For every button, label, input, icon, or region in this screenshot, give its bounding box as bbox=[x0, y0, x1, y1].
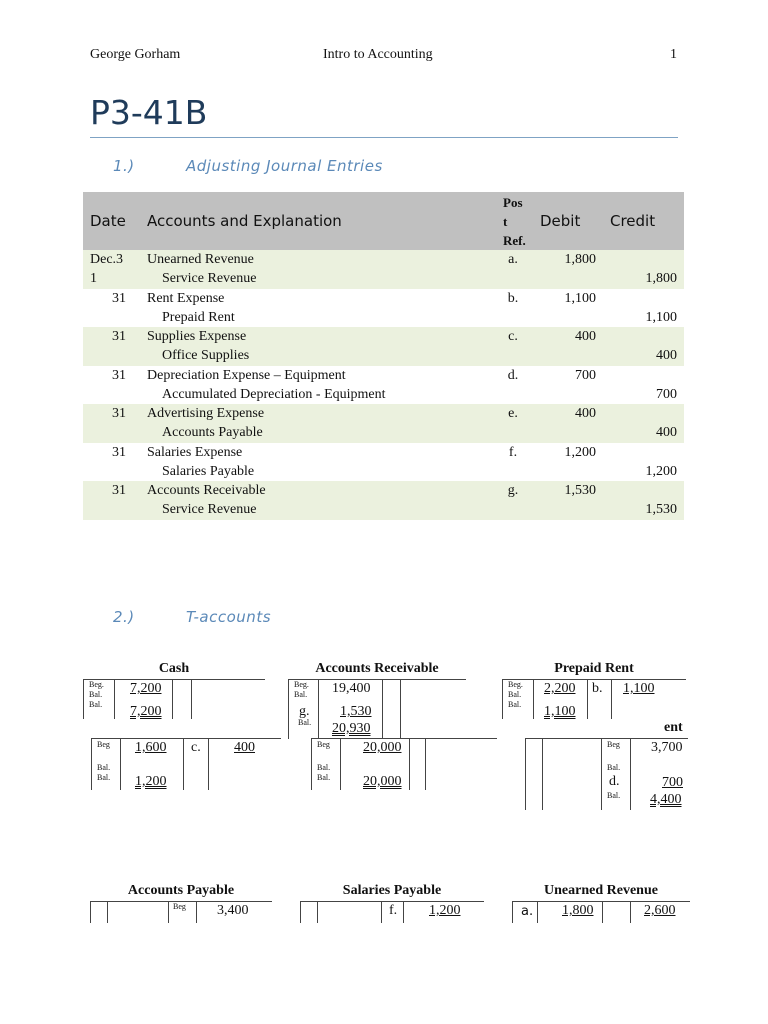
t-account-office-supplies bbox=[91, 738, 281, 794]
row-credit: 1,100 bbox=[645, 309, 677, 325]
row-debit: 1,800 bbox=[533, 250, 603, 269]
row-account: Accumulated Depreciation - Equipment bbox=[162, 386, 386, 402]
table-row bbox=[83, 404, 684, 423]
title-divider bbox=[90, 137, 678, 138]
supplies-c-value: 400 bbox=[234, 740, 255, 755]
t-account-divider bbox=[382, 679, 383, 739]
t-account-accum-title-fragment: ent bbox=[664, 720, 683, 735]
t-account-cash-title: Cash bbox=[158, 661, 190, 676]
t-account-top-line bbox=[300, 901, 484, 902]
t-account-divider bbox=[602, 901, 603, 923]
equipment-ending-bal-label: Bal. bbox=[317, 773, 331, 782]
table-row bbox=[83, 327, 684, 346]
row-debit bbox=[533, 462, 603, 481]
cash-beg-label: Beg. bbox=[89, 680, 104, 689]
row-account: Salaries Expense bbox=[147, 444, 243, 460]
t-account-accumulated-depreciation bbox=[525, 720, 688, 812]
t-account-divider bbox=[381, 901, 382, 923]
col-header-date: Date bbox=[83, 192, 140, 250]
prepaid-b-value: 1,100 bbox=[623, 681, 655, 696]
equipment-beg-label: Beg bbox=[317, 740, 330, 749]
t-account-salaries-payable bbox=[300, 883, 484, 923]
prepaid-b-ref: b. bbox=[592, 681, 603, 696]
row-credit bbox=[603, 327, 684, 346]
row-account: Salaries Payable bbox=[162, 463, 255, 479]
row-debit: 1,530 bbox=[533, 481, 603, 500]
row-credit: 400 bbox=[603, 423, 684, 442]
row-account: Depreciation Expense – Equipment bbox=[147, 367, 346, 383]
table-row bbox=[83, 462, 684, 481]
section2-label: T-accounts bbox=[186, 608, 272, 626]
col-header-accounts: Accounts and Explanation bbox=[140, 192, 493, 250]
col-header-debit: Debit bbox=[533, 192, 603, 250]
accum-beg-value: 3,700 bbox=[651, 740, 683, 755]
prepaid-bal-label: Bal. bbox=[508, 690, 522, 699]
table-row bbox=[83, 346, 684, 365]
row-credit bbox=[603, 404, 684, 423]
equipment-beg-value: 20,000 bbox=[363, 740, 402, 755]
row-ref: g. bbox=[493, 481, 533, 500]
row-debit bbox=[533, 308, 603, 327]
accum-bal-value: 4,400 bbox=[650, 792, 682, 807]
cash-ending-bal-label: Bal. bbox=[89, 700, 103, 709]
row-ref bbox=[493, 462, 533, 481]
row-account: Office Supplies bbox=[140, 346, 493, 365]
row-date: 31 bbox=[83, 404, 140, 423]
row-ref bbox=[493, 385, 533, 404]
t-account-top-line bbox=[288, 679, 466, 680]
equipment-bal-label: Bal. bbox=[317, 763, 331, 772]
ar-bal-label: Bal. bbox=[294, 690, 308, 699]
t-account-border bbox=[107, 901, 108, 923]
row-account: Accounts Payable bbox=[140, 423, 493, 442]
t-account-accounts-receivable bbox=[288, 661, 466, 741]
row-account: Unearned Revenue bbox=[140, 250, 493, 269]
t-account-equipment bbox=[311, 738, 497, 794]
t-account-border bbox=[300, 901, 301, 923]
t-account-border bbox=[317, 901, 318, 923]
row-date: 31 bbox=[83, 327, 140, 346]
row-date bbox=[83, 308, 140, 327]
row-account: Advertising Expense bbox=[140, 404, 493, 423]
t-account-border bbox=[208, 738, 209, 790]
accum-d-value: 700 bbox=[662, 775, 683, 790]
t-account-divider bbox=[409, 738, 410, 790]
ap-beg-label: Beg bbox=[173, 902, 186, 911]
prepaid-beg-label: Beg. bbox=[508, 680, 523, 689]
t-account-prepaid-title: Prepaid Rent bbox=[554, 661, 634, 676]
col-header-credit: Credit bbox=[603, 192, 684, 250]
ar-ending-bal-label: Bal. bbox=[298, 718, 312, 727]
table-row bbox=[83, 269, 684, 288]
t-account-top-line bbox=[512, 901, 690, 902]
table-row bbox=[83, 308, 684, 327]
row-debit bbox=[533, 385, 603, 404]
row-ref: f. bbox=[508, 444, 518, 460]
row-credit: 400 bbox=[603, 346, 684, 365]
row-ref: c. bbox=[493, 327, 533, 346]
row-date bbox=[83, 385, 140, 404]
row-ref bbox=[493, 346, 533, 365]
t-account-border bbox=[611, 679, 612, 719]
post-ref-line-1: Pos bbox=[503, 194, 523, 210]
row-debit bbox=[533, 500, 603, 519]
t-account-border bbox=[537, 901, 538, 923]
row-credit bbox=[603, 366, 684, 385]
ur-bal-value: 2,600 bbox=[644, 903, 676, 918]
ur-a-value: 1,800 bbox=[562, 903, 594, 918]
row-debit bbox=[533, 423, 603, 442]
row-debit: 1,200 bbox=[564, 444, 596, 460]
row-credit bbox=[603, 250, 684, 269]
t-account-accounts-payable bbox=[90, 883, 272, 923]
t-account-border bbox=[400, 679, 401, 739]
t-account-border bbox=[425, 738, 426, 790]
table-row bbox=[83, 481, 684, 500]
t-account-border bbox=[191, 679, 192, 719]
row-account: Service Revenue bbox=[140, 269, 493, 288]
accum-d-ref: d. bbox=[609, 774, 620, 789]
t-account-border bbox=[630, 901, 631, 923]
row-date bbox=[83, 462, 140, 481]
supplies-beg-label: Beg bbox=[97, 740, 110, 749]
row-account: Rent Expense bbox=[147, 290, 225, 306]
post-ref-line-3: Ref. bbox=[503, 232, 526, 248]
header-course: Intro to Accounting bbox=[323, 47, 433, 62]
row-debit bbox=[533, 346, 603, 365]
col-header-post-ref bbox=[493, 192, 533, 250]
post-ref-line-2: t bbox=[503, 213, 508, 229]
row-credit: 700 bbox=[656, 386, 677, 402]
t-account-divider bbox=[183, 738, 184, 790]
cash-bal-label: Bal. bbox=[89, 690, 103, 699]
table-row bbox=[83, 250, 684, 269]
cash-beg-value: 7,200 bbox=[130, 681, 162, 696]
ar-g-ref: g. bbox=[299, 704, 310, 719]
row-date: 31 bbox=[112, 367, 126, 383]
ar-g-value: 1,530 bbox=[340, 704, 372, 719]
section2-number: 2.) bbox=[113, 608, 135, 626]
row-credit bbox=[603, 289, 684, 308]
ar-beg-value: 19,400 bbox=[332, 681, 371, 696]
row-date: Dec.3 bbox=[83, 250, 140, 269]
t-account-prepaid-rent bbox=[502, 661, 686, 725]
t-account-border bbox=[311, 738, 312, 790]
row-account: Service Revenue bbox=[140, 500, 493, 519]
t-account-ap-title: Accounts Payable bbox=[127, 883, 235, 898]
section1-number: 1.) bbox=[113, 157, 135, 175]
t-account-border bbox=[525, 738, 526, 810]
t-account-border bbox=[542, 738, 543, 810]
table-row bbox=[83, 423, 684, 442]
section1-label: Adjusting Journal Entries bbox=[186, 157, 383, 175]
supplies-bal-label: Bal. bbox=[97, 763, 111, 772]
table-row bbox=[83, 385, 684, 404]
row-account: Prepaid Rent bbox=[162, 309, 235, 325]
row-debit: 1,100 bbox=[564, 290, 596, 306]
t-account-top-line bbox=[525, 738, 688, 739]
journal-header-row bbox=[83, 192, 684, 250]
t-account-border bbox=[83, 679, 84, 719]
table-row bbox=[83, 366, 684, 385]
row-account: Supplies Expense bbox=[140, 327, 493, 346]
row-debit bbox=[533, 269, 603, 288]
journal-table bbox=[83, 192, 684, 520]
header-page-number: 1 bbox=[670, 47, 677, 62]
row-date: 1 bbox=[83, 269, 140, 288]
row-date bbox=[83, 423, 140, 442]
t-account-border bbox=[630, 738, 631, 810]
row-ref: a. bbox=[493, 250, 533, 269]
row-credit: 1,530 bbox=[603, 500, 684, 519]
row-ref: b. bbox=[507, 290, 519, 306]
row-date: 31 bbox=[112, 444, 126, 460]
row-credit: 1,200 bbox=[645, 463, 677, 479]
t-account-top-line bbox=[83, 679, 265, 680]
t-account-border bbox=[91, 738, 92, 790]
accum-beg-label: Beg bbox=[607, 740, 620, 749]
t-account-border bbox=[340, 738, 341, 790]
row-ref: e. bbox=[493, 404, 533, 423]
t-account-border bbox=[196, 901, 197, 923]
t-account-divider bbox=[587, 679, 588, 719]
t-account-top-line bbox=[311, 738, 497, 739]
t-account-border bbox=[120, 738, 121, 790]
row-credit: 1,800 bbox=[603, 269, 684, 288]
row-date bbox=[83, 346, 140, 365]
t-account-border bbox=[502, 679, 503, 719]
t-account-border bbox=[533, 679, 534, 719]
sp-f-ref: f. bbox=[389, 903, 398, 918]
ar-beg-label: Beg. bbox=[294, 680, 309, 689]
supplies-bal-value: 1,200 bbox=[135, 774, 167, 789]
equipment-bal-value: 20,000 bbox=[363, 774, 402, 789]
t-account-unearned-revenue bbox=[512, 883, 690, 923]
page-title: P3-41B bbox=[90, 93, 208, 132]
supplies-ending-bal-label: Bal. bbox=[97, 773, 111, 782]
header-author: George Gorham bbox=[90, 47, 181, 62]
accum-bal-label: Bal. bbox=[607, 763, 621, 772]
table-row bbox=[83, 443, 684, 462]
row-date bbox=[83, 500, 140, 519]
row-credit bbox=[603, 443, 684, 462]
t-account-top-line bbox=[502, 679, 686, 680]
row-credit bbox=[603, 481, 684, 500]
table-row bbox=[83, 500, 684, 519]
t-account-ur-title: Unearned Revenue bbox=[544, 883, 658, 898]
t-account-divider bbox=[601, 738, 602, 810]
t-account-border bbox=[318, 679, 319, 739]
prepaid-bal-value: 1,100 bbox=[544, 704, 576, 719]
ar-bal-value: 20,930 bbox=[332, 721, 371, 736]
t-account-ar-title: Accounts Receivable bbox=[315, 661, 439, 676]
t-account-divider bbox=[172, 679, 173, 719]
supplies-beg-value: 1,600 bbox=[135, 740, 167, 755]
cash-bal-value: 7,200 bbox=[130, 704, 162, 719]
table-row bbox=[83, 289, 684, 308]
t-account-border bbox=[403, 901, 404, 923]
row-date: 31 bbox=[112, 290, 126, 306]
row-date: 31 bbox=[83, 481, 140, 500]
t-account-divider bbox=[168, 901, 169, 923]
t-account-sp-title: Salaries Payable bbox=[342, 883, 442, 898]
ur-a-ref: a. bbox=[521, 904, 534, 919]
ap-beg-value: 3,400 bbox=[217, 903, 249, 918]
t-account-cash bbox=[83, 661, 265, 725]
row-debit: 700 bbox=[575, 367, 596, 383]
row-debit: 400 bbox=[533, 404, 603, 423]
accum-ending-bal-label: Bal. bbox=[607, 791, 621, 800]
t-account-border bbox=[512, 901, 513, 923]
row-ref bbox=[493, 500, 533, 519]
row-account: Accounts Receivable bbox=[140, 481, 493, 500]
t-account-border bbox=[90, 901, 91, 923]
supplies-c-ref: c. bbox=[191, 740, 201, 755]
row-ref bbox=[493, 423, 533, 442]
sp-f-value: 1,200 bbox=[429, 903, 461, 918]
t-account-border bbox=[114, 679, 115, 719]
prepaid-beg-value: 2,200 bbox=[544, 681, 576, 696]
row-ref bbox=[493, 308, 533, 327]
row-ref: d. bbox=[507, 367, 519, 383]
row-debit: 400 bbox=[533, 327, 603, 346]
t-account-border bbox=[288, 679, 289, 739]
row-ref bbox=[493, 269, 533, 288]
prepaid-ending-bal-label: Bal. bbox=[508, 700, 522, 709]
